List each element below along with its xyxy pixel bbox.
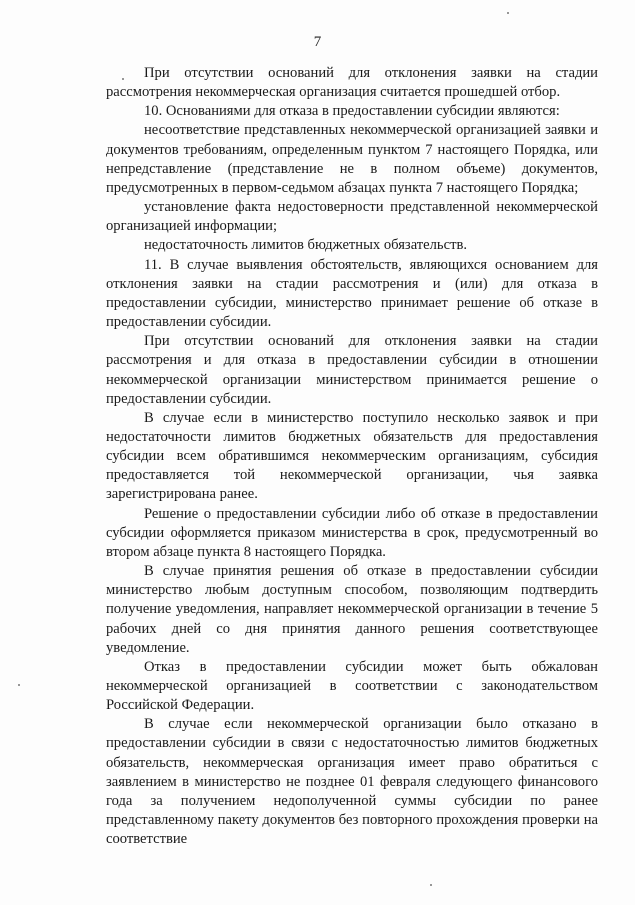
paragraph-3: несоответствие представленных некоммерческой организацией заявки и документов требованиям, определенным пунктом 7 настоящего Порядка, или непредставление (представление не в полном объеме) документов, предусмотренных в первом-седьмом абзацах пункта 7 настоящего Порядка; <box>106 122 598 196</box>
paragraph-1: При отсутствии оснований для отклонения заявки на стадии рассмотрения некоммерческая организация считается прошедшей отбор. <box>106 65 598 101</box>
paragraph-10: В случае принятия решения об отказе в предоставлении субсидии министерство любым доступным способом, позволяющим подтвердить получение уведомления, направляет некоммерческой организации в течение 5 рабочих дней со дня принятия данного решения соответствующее уведомление. <box>106 563 598 656</box>
paragraph-9: Решение о предоставлении субсидии либо об отказе в предоставлении субсидии оформляется приказом министерства в срок, предусмотренный во втором абзаце пункта 8 настоящего Порядка. <box>106 505 598 560</box>
scan-speck <box>430 884 432 886</box>
page-number: 7 <box>313 34 322 50</box>
paragraph-2: 10. Основаниями для отказа в предоставлении субсидии являются: <box>144 103 560 120</box>
paragraph-8: В случае если в министерство поступило несколько заявок и при недостаточности лимитов бюджетных обязательств для предоставления субсидии всем обратившимся некоммерческим организациям, субсидия предоставляется той некоммерческой организации, чья заявка зарегистрирована ранее. <box>106 409 598 503</box>
scan-speck <box>18 684 20 686</box>
paragraph-5: недостаточность лимитов бюджетных обязательств. <box>144 237 467 254</box>
paragraph-12: В случае если некоммерческой организации было отказано в предоставлении субсидии в связи с недостаточностью лимитов бюджетных обязательств, некоммерческая организация имеет право обратиться с заявлением в министерство не позднее 01 февраля следующего финансового года за получением недополученной суммы субсидии по ранее представленному пакету документов без повторного прохождения проверки на соответствие <box>106 716 598 848</box>
paragraph-6: 11. В случае выявления обстоятельств, являющихся основанием для отклонения заявки на стадии рассмотрения и (или) для отказа в предоставлении субсидии, министерство принимает решение об отказе в предоставлении субсидии. <box>106 256 598 331</box>
document-body <box>106 64 598 849</box>
paragraph-7: При отсутствии оснований для отклонения заявки на стадии рассмотрения и для отказа в предоставлении субсидии в отношении некоммерческой организации министерством принимается решение о предоставлении субсидии. <box>106 333 598 407</box>
paragraph-11: Отказ в предоставлении субсидии может быть обжалован некоммерческой организацией в соответствии с законодательством Российской Федерации. <box>106 658 598 714</box>
scan-speck <box>122 78 124 80</box>
paragraph-4: установление факта недостоверности представленной некоммерческой организацией информации; <box>106 199 598 235</box>
scan-speck <box>507 12 509 14</box>
